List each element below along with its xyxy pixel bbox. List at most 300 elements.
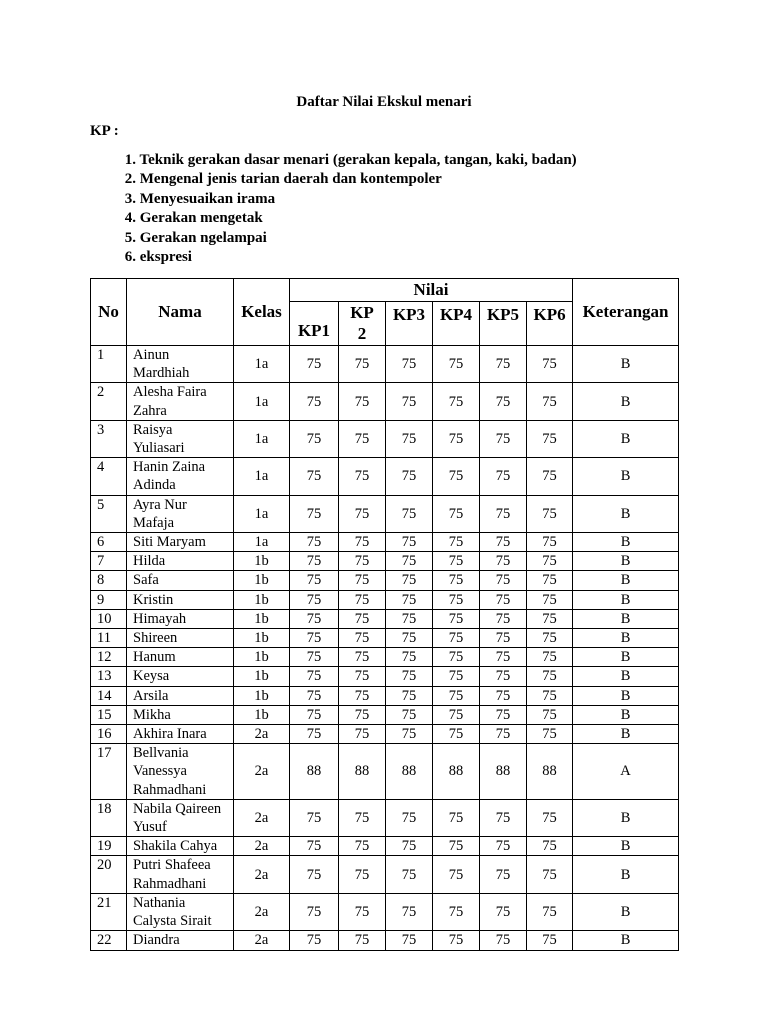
cell-nama-line: Siti Maryam xyxy=(133,534,206,551)
cell-kp5: 88 xyxy=(480,744,527,800)
table-row xyxy=(91,533,679,552)
table-row xyxy=(91,648,679,667)
cell-kp4: 75 xyxy=(433,533,480,552)
cell-keterangan: B xyxy=(573,648,679,667)
grades-table xyxy=(90,278,679,951)
cell-kp1: 75 xyxy=(290,893,339,930)
kp-list-item xyxy=(90,229,577,248)
cell-kp6: 75 xyxy=(527,420,573,457)
header-nilai: Nilai xyxy=(290,279,573,302)
cell-nama-line: Mardhiah xyxy=(133,365,190,382)
cell-kp1: 75 xyxy=(290,590,339,609)
cell-kp2: 75 xyxy=(339,856,386,893)
cell-kp5: 75 xyxy=(480,667,527,686)
cell-kp1: 75 xyxy=(290,458,339,495)
cell-kp5: 75 xyxy=(480,856,527,893)
cell-kp2: 75 xyxy=(339,686,386,705)
cell-nama xyxy=(127,495,234,532)
cell-keterangan: B xyxy=(573,799,679,836)
cell-kp6: 75 xyxy=(527,495,573,532)
kp-label: KP : xyxy=(90,123,119,139)
cell-kp1: 75 xyxy=(290,725,339,744)
kp-item-text: Gerakan ngelampai xyxy=(139,229,267,246)
cell-kp1: 75 xyxy=(290,495,339,532)
cell-no: 11 xyxy=(91,629,127,648)
cell-kp1: 75 xyxy=(290,648,339,667)
cell-kp5: 75 xyxy=(480,931,527,950)
cell-kelas: 2a xyxy=(234,744,290,800)
header-kp3: KP3 xyxy=(386,302,433,346)
cell-kp6: 75 xyxy=(527,383,573,420)
cell-kp6: 88 xyxy=(527,744,573,800)
cell-kp4: 75 xyxy=(433,346,480,383)
kp-item-number: 2. xyxy=(124,171,136,188)
cell-nama-line: Diandra xyxy=(133,932,180,949)
cell-nama-line: Shakila Cahya xyxy=(133,838,218,855)
cell-kelas: 1b xyxy=(234,629,290,648)
table-row xyxy=(91,552,679,571)
kp-list xyxy=(90,151,577,267)
table-row xyxy=(91,458,679,495)
cell-kp5: 75 xyxy=(480,686,527,705)
cell-kp1: 75 xyxy=(290,705,339,724)
cell-kp2: 75 xyxy=(339,799,386,836)
cell-no: 7 xyxy=(91,552,127,571)
cell-kp4: 75 xyxy=(433,458,480,495)
cell-kp1: 75 xyxy=(290,837,339,856)
cell-kp5: 75 xyxy=(480,346,527,383)
cell-kp5: 75 xyxy=(480,383,527,420)
cell-kp4: 75 xyxy=(433,648,480,667)
cell-nama xyxy=(127,705,234,724)
cell-kp5: 75 xyxy=(480,837,527,856)
cell-kp6: 75 xyxy=(527,346,573,383)
table-row xyxy=(91,383,679,420)
cell-nama-line: Hanin Zaina xyxy=(133,459,206,476)
cell-kp5: 75 xyxy=(480,609,527,628)
cell-kp6: 75 xyxy=(527,837,573,856)
cell-kp2: 75 xyxy=(339,893,386,930)
cell-keterangan: B xyxy=(573,667,679,686)
cell-kp2: 75 xyxy=(339,495,386,532)
kp-list-item xyxy=(90,248,577,267)
cell-kelas: 1a xyxy=(234,495,290,532)
cell-kp5: 75 xyxy=(480,893,527,930)
cell-nama-line: Shireen xyxy=(133,630,178,647)
kp-item-text: Menyesuaikan irama xyxy=(139,190,276,207)
cell-kp2: 75 xyxy=(339,346,386,383)
cell-kp4: 75 xyxy=(433,799,480,836)
cell-kelas: 1b xyxy=(234,648,290,667)
cell-kelas: 2a xyxy=(234,931,290,950)
cell-kp6: 75 xyxy=(527,893,573,930)
table-row xyxy=(91,667,679,686)
cell-nama-line: Ayra Nur xyxy=(133,496,187,513)
cell-no: 16 xyxy=(91,725,127,744)
cell-kp5: 75 xyxy=(480,420,527,457)
cell-kp5: 75 xyxy=(480,533,527,552)
cell-kp3: 75 xyxy=(386,893,433,930)
cell-kp1: 75 xyxy=(290,609,339,628)
kp-item-text: Gerakan mengetak xyxy=(139,210,263,227)
cell-kp5: 75 xyxy=(480,571,527,590)
cell-kp4: 75 xyxy=(433,686,480,705)
cell-kelas: 2a xyxy=(234,725,290,744)
cell-nama-line: Vanessya xyxy=(133,763,187,780)
kp-item-text: Teknik gerakan dasar menari (gerakan kepala, tangan, kaki, badan) xyxy=(139,152,577,168)
cell-kp3: 75 xyxy=(386,346,433,383)
cell-kp4: 75 xyxy=(433,609,480,628)
cell-nama-line: Rahmadhani xyxy=(133,875,207,892)
cell-kp4: 75 xyxy=(433,383,480,420)
cell-kp3: 88 xyxy=(386,744,433,800)
kp-item-text: Mengenal jenis tarian daerah dan kontempoler xyxy=(139,171,442,188)
cell-kp2: 75 xyxy=(339,420,386,457)
cell-nama xyxy=(127,648,234,667)
header-kp4: KP4 xyxy=(433,302,480,346)
cell-nama-line: Adinda xyxy=(133,477,176,494)
cell-kp5: 75 xyxy=(480,648,527,667)
kp-list-item xyxy=(90,190,577,209)
cell-kp5: 75 xyxy=(480,725,527,744)
header-kp2-line2: 2 xyxy=(357,324,367,343)
cell-keterangan: B xyxy=(573,837,679,856)
cell-kelas: 2a xyxy=(234,856,290,893)
cell-kp6: 75 xyxy=(527,571,573,590)
cell-kp4: 75 xyxy=(433,931,480,950)
cell-kp2: 75 xyxy=(339,725,386,744)
cell-kp2: 75 xyxy=(339,458,386,495)
table-row xyxy=(91,686,679,705)
cell-nama-line: Akhira Inara xyxy=(133,726,207,743)
cell-keterangan: B xyxy=(573,533,679,552)
cell-kp4: 75 xyxy=(433,629,480,648)
cell-kp3: 75 xyxy=(386,609,433,628)
cell-kelas: 1b xyxy=(234,609,290,628)
cell-kp1: 75 xyxy=(290,667,339,686)
cell-nama xyxy=(127,837,234,856)
cell-nama xyxy=(127,667,234,686)
cell-kp2: 75 xyxy=(339,383,386,420)
cell-nama xyxy=(127,609,234,628)
table-row xyxy=(91,931,679,950)
cell-no: 18 xyxy=(91,799,127,836)
cell-kp6: 75 xyxy=(527,667,573,686)
cell-kp1: 75 xyxy=(290,533,339,552)
cell-no: 2 xyxy=(91,383,127,420)
grades-table-body xyxy=(91,346,679,951)
cell-nama-line: Ainun xyxy=(133,347,170,363)
cell-kelas: 2a xyxy=(234,799,290,836)
cell-nama xyxy=(127,744,234,800)
cell-nama-line: Himayah xyxy=(133,610,187,627)
cell-kelas: 2a xyxy=(234,893,290,930)
cell-nama xyxy=(127,629,234,648)
table-row xyxy=(91,495,679,532)
table-row xyxy=(91,571,679,590)
kp-list-item xyxy=(90,209,577,228)
cell-no: 15 xyxy=(91,705,127,724)
cell-nama xyxy=(127,590,234,609)
cell-kp6: 75 xyxy=(527,533,573,552)
cell-kp3: 75 xyxy=(386,495,433,532)
cell-keterangan: B xyxy=(573,495,679,532)
cell-kp2: 75 xyxy=(339,667,386,686)
cell-kp3: 75 xyxy=(386,458,433,495)
cell-kp2: 75 xyxy=(339,590,386,609)
cell-kp3: 75 xyxy=(386,931,433,950)
header-keterangan: Keterangan xyxy=(573,279,679,346)
cell-nama-line: Kristin xyxy=(133,591,174,608)
kp-item-number: 5. xyxy=(124,229,136,246)
cell-kelas: 1b xyxy=(234,571,290,590)
cell-no: 12 xyxy=(91,648,127,667)
cell-kp3: 75 xyxy=(386,856,433,893)
kp-item-number: 1. xyxy=(124,152,136,168)
cell-kp6: 75 xyxy=(527,648,573,667)
cell-keterangan: B xyxy=(573,686,679,705)
cell-keterangan: B xyxy=(573,346,679,383)
cell-no: 6 xyxy=(91,533,127,552)
cell-kp3: 75 xyxy=(386,629,433,648)
cell-nama xyxy=(127,420,234,457)
cell-nama-line: Mafaja xyxy=(133,514,175,531)
table-row xyxy=(91,590,679,609)
cell-nama xyxy=(127,552,234,571)
cell-kp1: 75 xyxy=(290,552,339,571)
cell-kp3: 75 xyxy=(386,383,433,420)
cell-kp3: 75 xyxy=(386,552,433,571)
cell-keterangan: B xyxy=(573,458,679,495)
cell-kelas: 1b xyxy=(234,705,290,724)
document-title: Daftar Nilai Ekskul menari xyxy=(296,94,472,110)
cell-keterangan: B xyxy=(573,590,679,609)
cell-kp2: 75 xyxy=(339,609,386,628)
cell-no: 13 xyxy=(91,667,127,686)
cell-kelas: 1b xyxy=(234,590,290,609)
cell-nama-line: Nathania xyxy=(133,894,186,911)
cell-no: 14 xyxy=(91,686,127,705)
cell-nama-line: Nabila Qaireen xyxy=(133,800,222,817)
kp-list-item xyxy=(90,151,577,170)
cell-kp2: 75 xyxy=(339,648,386,667)
cell-kelas: 1b xyxy=(234,552,290,571)
table-row xyxy=(91,725,679,744)
cell-nama xyxy=(127,458,234,495)
table-row xyxy=(91,609,679,628)
cell-no: 17 xyxy=(91,744,127,800)
cell-kp6: 75 xyxy=(527,458,573,495)
cell-kp2: 75 xyxy=(339,705,386,724)
cell-kp4: 75 xyxy=(433,590,480,609)
cell-kp6: 75 xyxy=(527,799,573,836)
header-kelas: Kelas xyxy=(234,279,290,346)
cell-kp2: 75 xyxy=(339,837,386,856)
cell-kp5: 75 xyxy=(480,552,527,571)
cell-kp2: 75 xyxy=(339,571,386,590)
cell-kp3: 75 xyxy=(386,420,433,457)
cell-kelas: 1a xyxy=(234,346,290,383)
cell-kelas: 2a xyxy=(234,837,290,856)
cell-keterangan: B xyxy=(573,705,679,724)
cell-kp2: 88 xyxy=(339,744,386,800)
cell-keterangan: B xyxy=(573,383,679,420)
cell-keterangan: A xyxy=(573,744,679,800)
cell-nama xyxy=(127,725,234,744)
cell-kp6: 75 xyxy=(527,629,573,648)
cell-no: 4 xyxy=(91,458,127,495)
cell-nama-line: Keysa xyxy=(133,668,170,685)
cell-kp6: 75 xyxy=(527,725,573,744)
cell-kelas: 1a xyxy=(234,533,290,552)
cell-no: 8 xyxy=(91,571,127,590)
header-kp5: KP5 xyxy=(480,302,527,346)
cell-keterangan: B xyxy=(573,856,679,893)
cell-nama-line: Hilda xyxy=(133,553,166,570)
cell-kp4: 88 xyxy=(433,744,480,800)
cell-keterangan: B xyxy=(573,609,679,628)
header-kp1: KP1 xyxy=(290,302,339,346)
cell-kp6: 75 xyxy=(527,590,573,609)
cell-nama xyxy=(127,856,234,893)
cell-kp6: 75 xyxy=(527,705,573,724)
cell-kp5: 75 xyxy=(480,629,527,648)
cell-nama xyxy=(127,686,234,705)
header-nama: Nama xyxy=(127,279,234,346)
cell-keterangan: B xyxy=(573,893,679,930)
cell-nama-line: Rahmadhani xyxy=(133,781,207,798)
cell-kp3: 75 xyxy=(386,590,433,609)
cell-nama-line: Hanum xyxy=(133,649,176,666)
cell-kp1: 75 xyxy=(290,383,339,420)
cell-kp3: 75 xyxy=(386,648,433,667)
cell-kp4: 75 xyxy=(433,420,480,457)
cell-kp3: 75 xyxy=(386,705,433,724)
cell-kp3: 75 xyxy=(386,571,433,590)
cell-kp1: 75 xyxy=(290,799,339,836)
cell-no: 3 xyxy=(91,420,127,457)
cell-kelas: 1a xyxy=(234,458,290,495)
cell-nama xyxy=(127,931,234,950)
cell-nama-line: Raisya xyxy=(133,421,173,438)
cell-no: 1 xyxy=(91,346,127,383)
cell-kelas: 1a xyxy=(234,420,290,457)
cell-kelas: 1b xyxy=(234,667,290,686)
kp-list-item xyxy=(90,170,577,189)
cell-kp4: 75 xyxy=(433,495,480,532)
header-kp2-line1: KP xyxy=(350,303,374,322)
cell-keterangan: B xyxy=(573,552,679,571)
cell-kp5: 75 xyxy=(480,705,527,724)
kp-item-number: 6. xyxy=(124,248,136,265)
cell-kp1: 75 xyxy=(290,571,339,590)
cell-kp6: 75 xyxy=(527,686,573,705)
kp-item-number: 3. xyxy=(124,190,136,207)
cell-kp4: 75 xyxy=(433,571,480,590)
cell-kp4: 75 xyxy=(433,837,480,856)
cell-kp3: 75 xyxy=(386,837,433,856)
cell-no: 10 xyxy=(91,609,127,628)
cell-nama-line: Bellvania xyxy=(133,745,189,762)
cell-kp4: 75 xyxy=(433,552,480,571)
cell-kp4: 75 xyxy=(433,705,480,724)
cell-nama-line: Zahra xyxy=(133,402,167,419)
cell-no: 5 xyxy=(91,495,127,532)
header-no: No xyxy=(91,279,127,346)
cell-kp3: 75 xyxy=(386,533,433,552)
cell-nama xyxy=(127,533,234,552)
table-row xyxy=(91,705,679,724)
table-row xyxy=(91,837,679,856)
cell-kp4: 75 xyxy=(433,856,480,893)
header-kp6: KP6 xyxy=(527,302,573,346)
cell-nama-line: Calysta Sirait xyxy=(133,913,212,930)
cell-nama-line: Arsila xyxy=(133,687,169,704)
cell-kp2: 75 xyxy=(339,533,386,552)
cell-kp6: 75 xyxy=(527,609,573,628)
cell-keterangan: B xyxy=(573,725,679,744)
cell-kp5: 75 xyxy=(480,590,527,609)
cell-nama-line: Yuliasari xyxy=(133,440,185,457)
header-kp2 xyxy=(339,302,386,346)
cell-nama-line: Alesha Faira xyxy=(133,384,207,401)
cell-kp5: 75 xyxy=(480,458,527,495)
cell-kelas: 1a xyxy=(234,383,290,420)
table-row xyxy=(91,420,679,457)
table-row xyxy=(91,629,679,648)
cell-nama xyxy=(127,893,234,930)
cell-no: 22 xyxy=(91,931,127,950)
cell-kp1: 75 xyxy=(290,856,339,893)
cell-nama xyxy=(127,383,234,420)
cell-nama-line: Mikha xyxy=(133,706,171,723)
table-row xyxy=(91,893,679,930)
cell-kp6: 75 xyxy=(527,552,573,571)
cell-keterangan: B xyxy=(573,629,679,648)
cell-nama-line: Yusuf xyxy=(133,819,167,836)
cell-nama-line: Putri Shafeea xyxy=(133,857,211,874)
table-row xyxy=(91,346,679,383)
table-row xyxy=(91,799,679,836)
cell-kp1: 75 xyxy=(290,686,339,705)
cell-kp4: 75 xyxy=(433,725,480,744)
cell-kp1: 75 xyxy=(290,931,339,950)
cell-kp4: 75 xyxy=(433,893,480,930)
cell-kp2: 75 xyxy=(339,931,386,950)
cell-keterangan: B xyxy=(573,420,679,457)
table-row xyxy=(91,744,679,800)
cell-kp3: 75 xyxy=(386,686,433,705)
kp-item-text: ekspresi xyxy=(139,248,192,265)
cell-nama xyxy=(127,799,234,836)
cell-kp3: 75 xyxy=(386,725,433,744)
cell-kp5: 75 xyxy=(480,495,527,532)
cell-no: 20 xyxy=(91,856,127,893)
cell-nama-line: Safa xyxy=(133,572,159,589)
cell-kp1: 75 xyxy=(290,629,339,648)
cell-keterangan: B xyxy=(573,571,679,590)
cell-no: 9 xyxy=(91,590,127,609)
cell-kp1: 88 xyxy=(290,744,339,800)
cell-nama xyxy=(127,571,234,590)
cell-kelas: 1b xyxy=(234,686,290,705)
cell-kp1: 75 xyxy=(290,420,339,457)
cell-no: 21 xyxy=(91,893,127,930)
cell-kp1: 75 xyxy=(290,346,339,383)
cell-kp3: 75 xyxy=(386,667,433,686)
table-row xyxy=(91,856,679,893)
cell-kp2: 75 xyxy=(339,629,386,648)
